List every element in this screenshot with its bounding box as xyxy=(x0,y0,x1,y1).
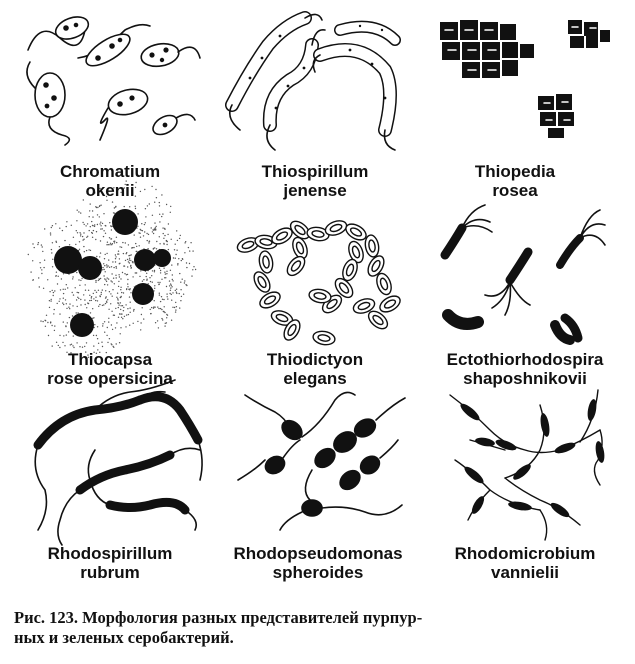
figure-caption xyxy=(14,608,624,648)
label-rhodopseudomonas-spheroides: Rhodopseudomonas spheroides xyxy=(233,544,403,582)
thiopedia-rosea-drawing xyxy=(440,20,610,138)
label-thiodictyon-elegans: Thiodictyon elegans xyxy=(266,350,364,388)
figure-caption-line-2: ных и зеленых серобактерий. xyxy=(14,628,234,647)
label-rhodomicrobium-vannielii: Rhodomicrobium vannielii xyxy=(454,544,596,582)
ectothiorhodospira-shaposhnikovii-drawing xyxy=(445,205,605,340)
thiodictyon-elegans-drawing xyxy=(235,218,402,346)
label-ectothiorhodospira-shaposhnikovii: Ectothiorhodospira shaposhnikovii xyxy=(446,350,604,388)
thiospirillum-jenense-drawing xyxy=(230,14,395,150)
figure-caption-line-1: Рис. 123. Морфология разных представителей пурпур- xyxy=(14,608,423,627)
label-chromatium-okenii: Chromatium okenii xyxy=(59,162,161,200)
label-thiospirillum-jenense: Thiospirillum jenense xyxy=(261,162,369,200)
chromatium-okenii-drawing xyxy=(27,13,200,145)
thiocapsa-roseopersicina-drawing xyxy=(28,180,197,358)
label-thiocapsa-roseopersicina: Thiocapsa rose opersicina xyxy=(47,350,173,388)
rhodospirillum-rubrum-drawing xyxy=(35,380,202,545)
label-rhodospirillum-rubrum: Rhodospirillum rubrum xyxy=(47,544,173,582)
rhodomicrobium-vannielii-drawing xyxy=(450,390,606,540)
label-thiopedia-rosea: Thiopedia rosea xyxy=(474,162,556,200)
rhodopseudomonas-spheroides-drawing xyxy=(238,392,405,530)
